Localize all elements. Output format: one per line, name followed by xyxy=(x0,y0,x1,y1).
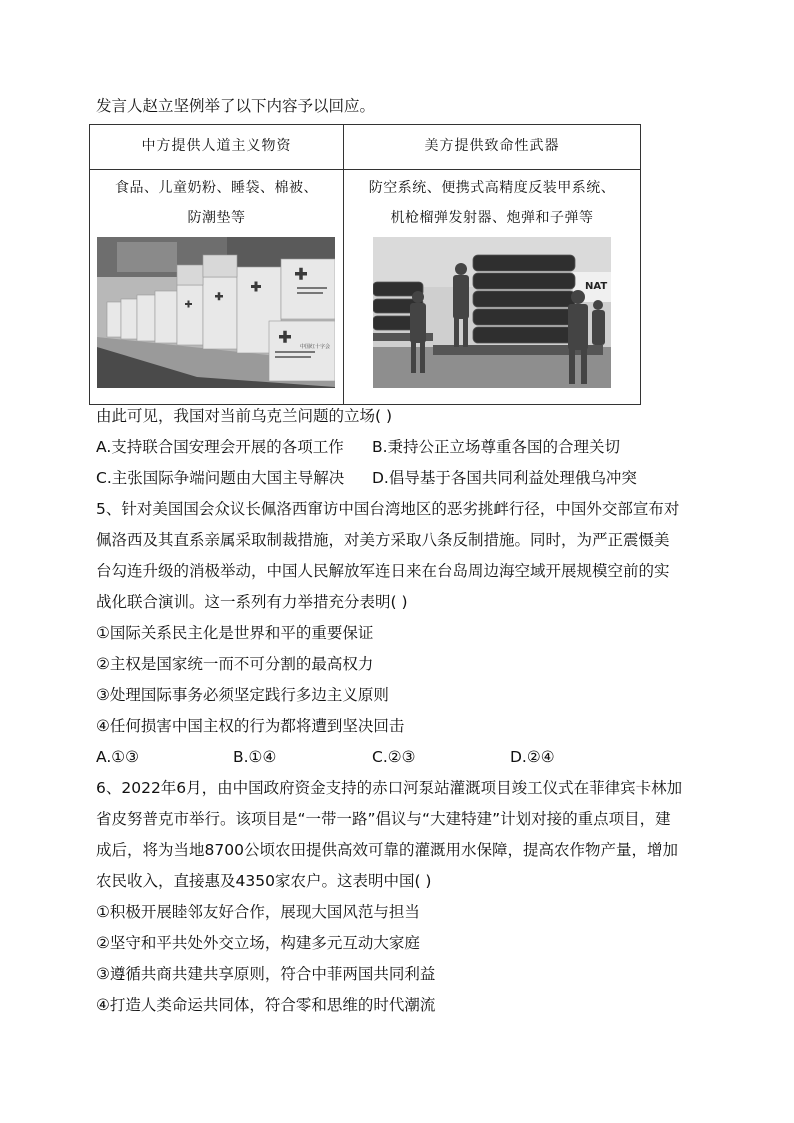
q4-option-b[interactable]: B.秉持公正立场尊重各国的合理关切 xyxy=(372,438,621,456)
q6-stem-line-2: 省皮努普克市举行。该项目是“一带一路”倡议与“大建特建”计划对接的重点项目，建 xyxy=(96,810,671,828)
q4-stem: 由此可见，我国对当前乌克兰问题的立场( ) xyxy=(96,407,393,425)
box-label-text: 中国红十字会 xyxy=(300,344,331,350)
q6-item-3: ③遵循共商共建共享原则，符合中菲两国共同利益 xyxy=(96,965,436,983)
q6-item-4: ④打造人类命运共同体，符合零和思维的时代潮流 xyxy=(96,996,436,1014)
aircraft-sign-text: NAT xyxy=(585,281,608,292)
intro-text: 发言人赵立坚例举了以下内容予以回应。 xyxy=(96,97,376,115)
weapons-pallet-photo xyxy=(373,237,611,388)
table-cell-us-weapons xyxy=(344,173,640,233)
q5-item-3: ③处理国际事务必须坚定践行多边主义原则 xyxy=(96,686,389,704)
china-supplies-line-1: 食品、儿童奶粉、睡袋、棉被、 xyxy=(115,180,318,196)
q6-stem-line-1: 6、2022年6月，由中国政府资金支持的赤口河泵站灌溉项目竣工仪式在菲律宾卡林加 xyxy=(96,779,683,797)
us-weapons-line-2: 机枪榴弹发射器、炮弹和子弹等 xyxy=(390,210,594,226)
china-supplies-line-2: 防潮垫等 xyxy=(187,210,246,226)
comparison-table xyxy=(89,124,641,405)
q6-stem-line-4: 农民收入，直接惠及4350家农户。这表明中国( ) xyxy=(96,872,432,890)
q5-option-c[interactable]: C.②③ xyxy=(372,748,416,766)
q5-option-d[interactable]: D.②④ xyxy=(510,748,555,766)
table-header-china: 中方提供人道主义物资 xyxy=(141,138,292,154)
table-column-divider xyxy=(343,125,344,404)
q4-option-c[interactable]: C.主张国际争端问题由大国主导解决 xyxy=(96,469,345,487)
q6-item-1: ①积极开展睦邻友好合作，展现大国风范与担当 xyxy=(96,903,420,921)
q4-option-d[interactable]: D.倡导基于各国共同利益处理俄乌冲突 xyxy=(372,469,637,487)
q5-option-a[interactable]: A.①③ xyxy=(96,748,140,766)
table-cell-china-supplies xyxy=(90,173,343,233)
q4-option-a[interactable]: A.支持联合国安理会开展的各项工作 xyxy=(96,438,344,456)
q6-stem-line-3: 成后，将为当地8700公顷农田提供高效可靠的灌溉用水保障，提高农作物产量，增加 xyxy=(96,841,678,859)
q5-stem-line-2: 佩洛西及其直系亲属采取制裁措施，对美方采取八条反制措施。同时，为严正震慑美 xyxy=(96,531,670,549)
q5-stem-line-4: 战化联合演训。这一系列有力举措充分表明( ) xyxy=(96,593,408,611)
red-cross-supplies-illustration xyxy=(97,237,335,388)
q6-item-2: ②坚守和平共处外交立场，构建多元互动大家庭 xyxy=(96,934,420,952)
q5-item-1: ①国际关系民主化是世界和平的重要保证 xyxy=(96,624,374,642)
weapons-pallet-illustration xyxy=(373,237,611,388)
q5-stem-line-3: 台勾连升级的消极举动，中国人民解放军连日来在台岛周边海空域开展规模空前的实 xyxy=(96,562,670,580)
table-row-divider xyxy=(90,169,640,170)
q5-stem-line-1: 5、针对美国国会众议长佩洛西窜访中国台湾地区的恶劣挑衅行径，中国外交部宣布对 xyxy=(96,500,680,518)
q5-item-2: ②主权是国家统一而不可分割的最高权力 xyxy=(96,655,374,673)
table-header-us: 美方提供致命性武器 xyxy=(424,138,560,154)
q5-option-b[interactable]: B.①④ xyxy=(233,748,277,766)
us-weapons-line-1: 防空系统、便携式高精度反装甲系统、 xyxy=(368,180,616,196)
red-cross-supplies-photo xyxy=(97,237,335,388)
q5-item-4: ④任何损害中国主权的行为都将遭到坚决回击 xyxy=(96,717,405,735)
